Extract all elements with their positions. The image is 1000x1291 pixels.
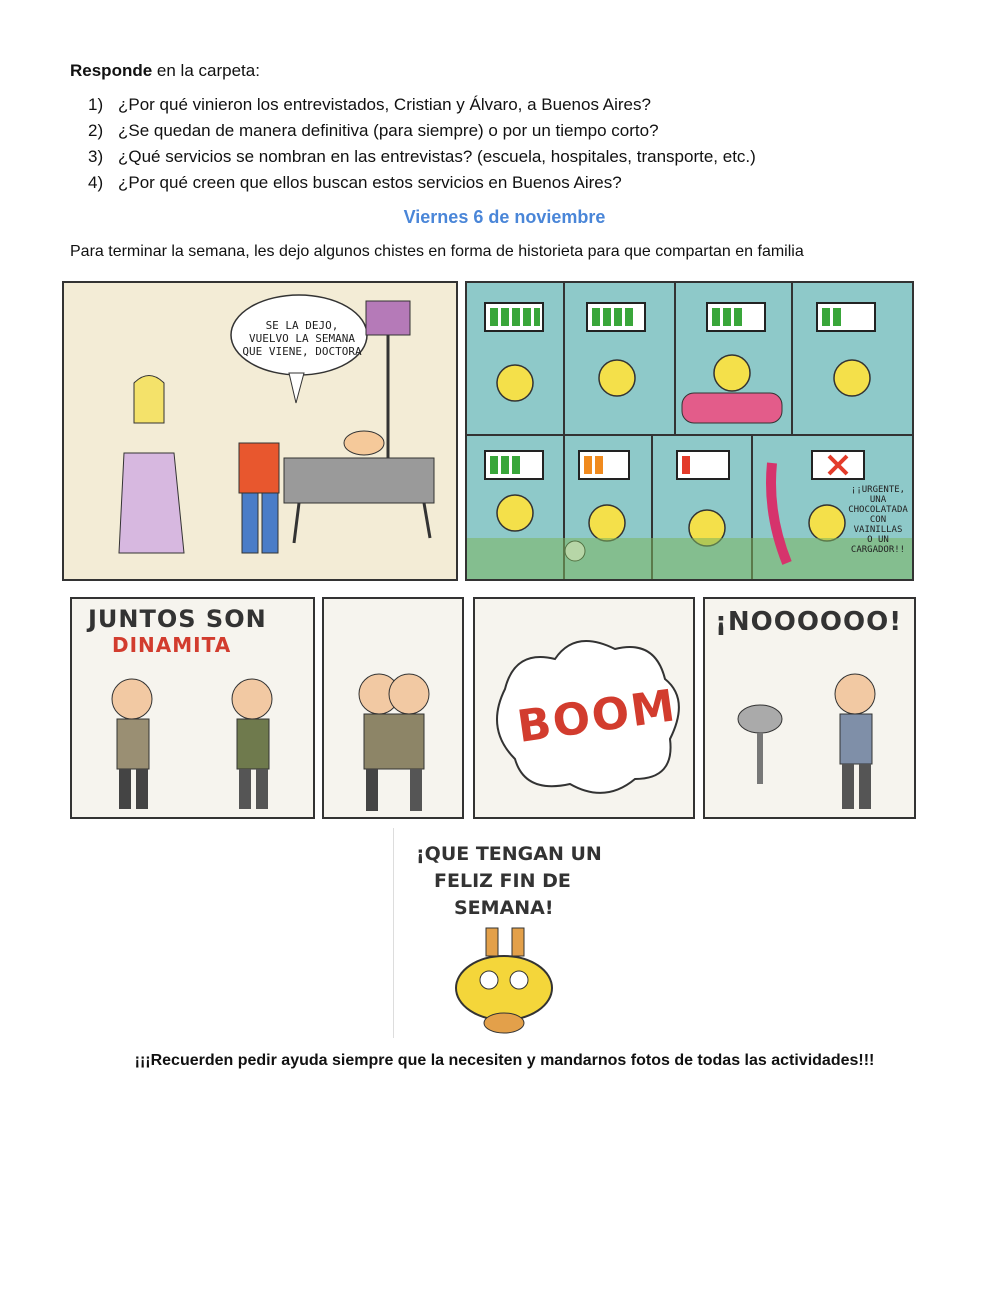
question-item: 1) ¿Por qué vinieron los entrevistados, Cristian y Álvaro, a Buenos Aires? bbox=[88, 95, 651, 114]
comic-doctor bbox=[62, 281, 458, 581]
question-list bbox=[88, 92, 756, 196]
instructions-rest: en la carpeta: bbox=[152, 61, 260, 80]
closing-comic bbox=[393, 828, 609, 1038]
instructions bbox=[70, 61, 260, 81]
intro-text: Para terminar la semana, les dejo algunos chistes en forma de historieta para que compartan en familia bbox=[70, 243, 804, 260]
boom-text: BOOM bbox=[514, 680, 680, 753]
comic-dinamita-strip bbox=[70, 597, 916, 819]
footer-reminder: ¡¡¡Recuerden pedir ayuda siempre que la necesiten y mandarnos fotos de todas las actividades!!! bbox=[134, 1052, 875, 1069]
closing-line-3: SEMANA! bbox=[454, 897, 554, 919]
question-item: 3) ¿Qué servicios se nombran en las entrevistas? (escuela, hospitales, transporte, etc.) bbox=[88, 147, 756, 166]
dinamita-panel-1 bbox=[70, 597, 315, 819]
doctor-speech: SE LA DEJO, VUELVO LA SEMANA QUE VIENE, DOCTORA bbox=[242, 319, 362, 358]
comic-battery bbox=[465, 281, 914, 581]
closing-line-2: FELIZ FIN DE bbox=[434, 870, 571, 892]
dinamita-panel-2-art bbox=[324, 599, 464, 819]
dinamita-subtitle: DINAMITA bbox=[112, 633, 232, 657]
instructions-bold: Responde bbox=[70, 61, 153, 80]
scream-text: ¡NOOOOOO! bbox=[715, 607, 903, 637]
dinamita-panel-3 bbox=[473, 597, 695, 819]
closing-line-1: ¡QUE TENGAN UN bbox=[416, 843, 602, 865]
question-item: 4) ¿Por qué creen que ellos buscan estos servicios en Buenos Aires? bbox=[88, 173, 622, 192]
question-item: 2) ¿Se quedan de manera definitiva (para siempre) o por un tiempo corto? bbox=[88, 121, 659, 140]
dinamita-panel-4 bbox=[703, 597, 916, 819]
dinamita-panel-1-art bbox=[72, 599, 315, 819]
date-heading: Viernes 6 de noviembre bbox=[403, 207, 606, 227]
closing-cat-art bbox=[394, 828, 609, 1038]
battery-speech: ¡¡URGENTE, UNA CHOCOLATADA CON VAINILLAS O UN CARGADOR!! bbox=[848, 485, 908, 555]
dinamita-title: JUNTOS SON bbox=[88, 605, 267, 633]
dinamita-panel-2 bbox=[322, 597, 464, 819]
